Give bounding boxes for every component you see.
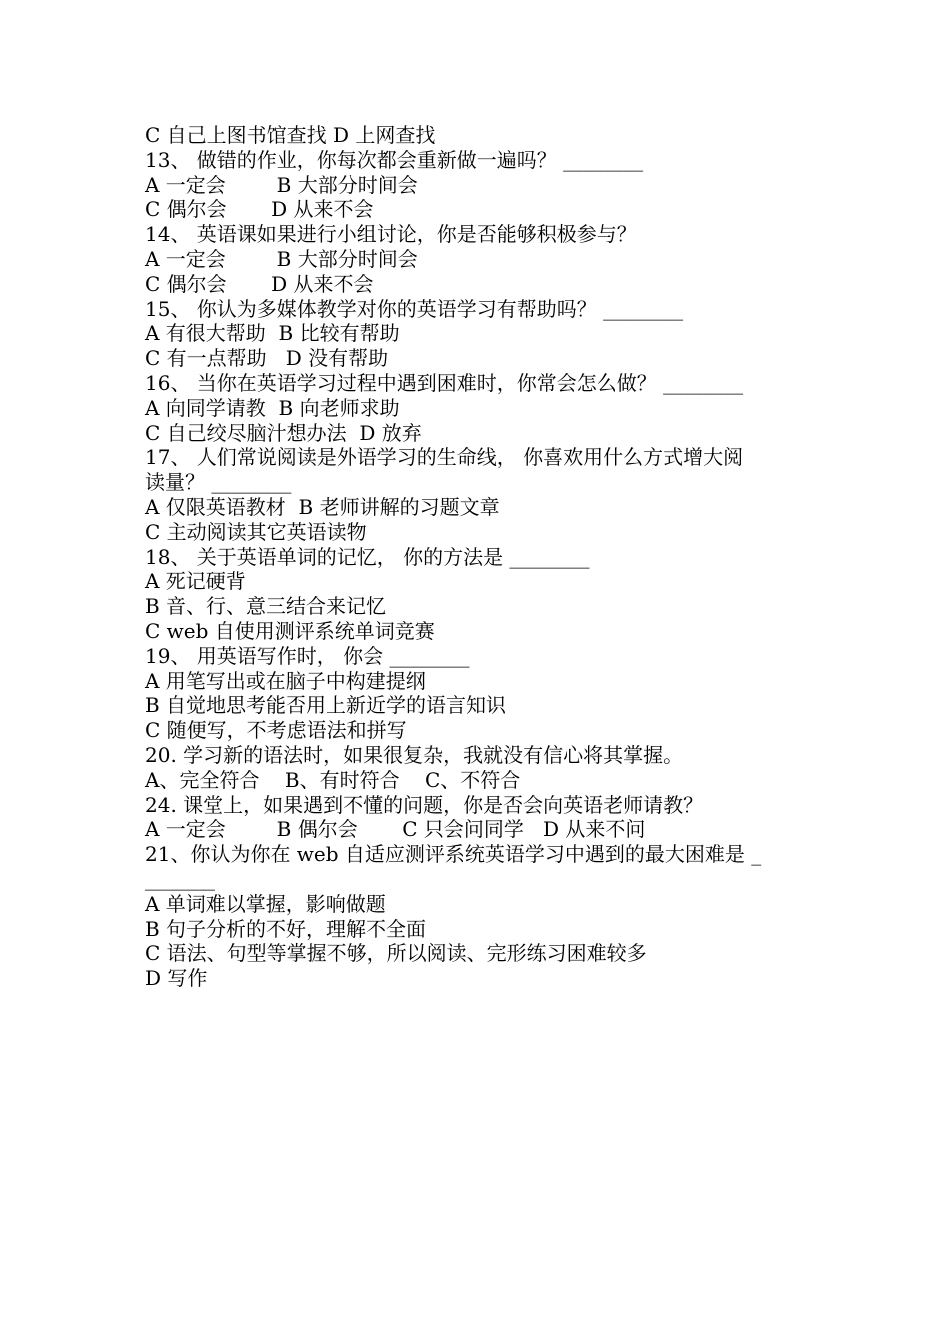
questionnaire-text <box>145 123 825 991</box>
options-line: A 一定会 B 偶尔会 C 只会问同学 D 从来不问 <box>145 817 646 842</box>
options-line: D 写作 <box>145 966 208 991</box>
options-line: A 一定会 B 大部分时间会 <box>145 172 418 197</box>
options-line: A 一定会 B 大部分时间会 <box>145 246 418 271</box>
question-14: 14、 英语课如果进行小组讨论，你是否能够积极参与？ <box>145 222 637 247</box>
question-17: 17、 人们常说阅读是外语学习的生命线， 你喜欢用什么方式增大阅 <box>145 445 744 470</box>
question-21: 21、你认为你在 web 自适应测评系统英语学习中遇到的最大困难是 _ <box>145 842 762 867</box>
options-line: A 单词难以掌握，影响做题 <box>145 891 386 916</box>
options-line: C 随便写，不考虑语法和拼写 <box>145 718 407 743</box>
options-line: C 自己绞尽脑汁想办法 D 放弃 <box>145 420 422 445</box>
options-line: B 句子分析的不好，理解不全面 <box>145 916 427 941</box>
text-line: C 自己上图书馆查找 D 上网查找 <box>145 123 436 147</box>
options-line: C 偶尔会 D 从来不会 <box>145 271 374 296</box>
question-24: 24. 课堂上，如果遇到不懂的问题，你是否会向英语老师请教？ <box>145 792 704 817</box>
question-16: 16、 当你在英语学习过程中遇到困难时，你常会怎么做？ ________ <box>145 370 744 395</box>
options-line: A 仅限英语教材 B 老师讲解的习题文章 <box>145 494 500 519</box>
options-line: A 有很大帮助 B 比较有帮助 <box>145 321 400 346</box>
options-line: B 音、行、意三结合来记忆 <box>145 594 387 619</box>
options-line: B 自觉地思考能否用上新近学的语言知识 <box>145 693 507 718</box>
question-18: 18、 关于英语单词的记忆， 你的方法是 ________ <box>145 544 590 569</box>
question-13: 13、 做错的作业，你每次都会重新做一遍吗？ ________ <box>145 147 644 172</box>
options-line: C web 自使用测评系统单词竞赛 <box>145 618 435 643</box>
options-line: C 有一点帮助 D 没有帮助 <box>145 346 389 371</box>
options-line: A 用笔写出或在脑子中构建提纲 <box>145 668 426 693</box>
options-line: A 向同学请教 B 向老师求助 <box>145 395 400 420</box>
options-line: C 语法、句型等掌握不够，所以阅读、完形练习困难较多 <box>145 941 647 966</box>
options-line: A 死记硬背 <box>145 569 246 594</box>
question-21-blank: _______ <box>145 866 215 891</box>
question-17-continued: 读量？ ________ <box>145 470 292 495</box>
options-line: C 偶尔会 D 从来不会 <box>145 197 374 222</box>
question-15: 15、 你认为多媒体教学对你的英语学习有帮助吗？ ________ <box>145 296 684 321</box>
question-20: 20. 学习新的语法时，如果很复杂，我就没有信心将其掌握。 <box>145 742 684 767</box>
question-19: 19、 用英语写作时， 你会 ________ <box>145 643 470 668</box>
options-line: C 主动阅读其它英语读物 <box>145 519 367 544</box>
options-line: A、完全符合 B、有时符合 C、不符合 <box>145 767 521 792</box>
